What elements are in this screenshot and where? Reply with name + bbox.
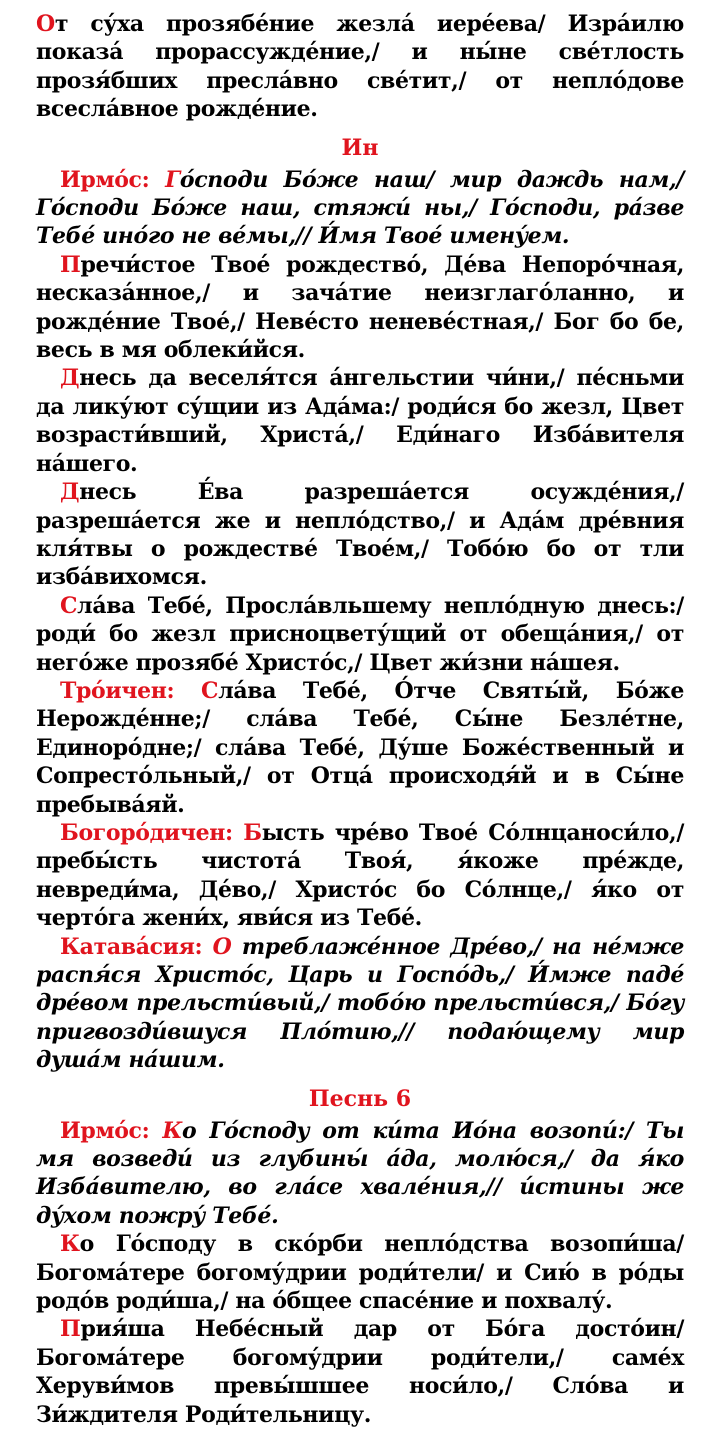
- section-heading-song-6: Песнь 6: [308, 1085, 412, 1112]
- drop-letter: П: [60, 251, 81, 278]
- irmos-label: Ирмо́с:: [60, 166, 150, 193]
- troparion-text: ла́ва Тебе́, Просла́вльшему непло́дную днесь:/ роди́ бо жезл присноцвету́щий от обеща́ния,/ от него́же прозябе́ Христо́с,/ Цвет жи́зни на́шея.: [36, 592, 684, 676]
- troparion-text: о Го́споду в ско́рби непло́дства возопи́ша/ Богома́тере богому́дрии роди́тели/ и Сию́ в ро́ды родо́в роди́ша,/ на о́бщее спасе́ние и похвалу́.: [36, 1231, 684, 1315]
- bogorodichen-paragraph: [36, 819, 684, 933]
- troparion-paragraph: [36, 251, 684, 365]
- drop-letter: К: [60, 1231, 80, 1258]
- drop-letter: Д: [60, 479, 80, 506]
- drop-letter: С: [201, 677, 219, 704]
- troichen-paragraph: [36, 677, 684, 819]
- irmos-text: о Го́споду от ки́та Ио́на возопи́:/ Ты мя возведи́ из глубины́ а́да, молю́ся,/ да я́ко Изба́вителю, во гла́се хвале́ния,// и́стины же ду́хом пожру́ Тебе́.: [36, 1117, 684, 1229]
- drop-letter: Г: [165, 166, 180, 193]
- drop-letter: К: [162, 1117, 183, 1144]
- katavasia-text: треблаже́нное Дре́во,/ на не́мже распя́ся Христо́с, Царь и Госпо́дь,/ И́мже паде́ дре́вом прельсти́вый,/ тобо́ю прельсти́вся,/ Бо́гу пригвозди́вшуся Пло́тию,// подаю́щему мир душа́м на́шим.: [36, 933, 684, 1074]
- irmos-paragraph: [36, 166, 684, 251]
- bogorodichen-text: ысть чре́во Твое́ Со́лнцаноси́ло,/ пребы́сть чистота́ Твоя́, я́коже пре́жде, невреди́ма, Де́во,/ Христо́с бо Со́лнце,/ я́ко от черто́га жени́х, яви́ся из Тебе́.: [36, 819, 684, 932]
- troparion-paragraph: [36, 478, 684, 592]
- troparion-text: рия́ша Небе́сный дар от Бо́га досто́ин/ Богома́тере богому́дрии роди́тели,/ саме́х Херуви́мов превы́шшее носи́ло,/ Сло́ва и Зи́ждителя Роди́тельницу.: [36, 1316, 684, 1428]
- troichen-text: ла́ва Тебе́, О́тче Святы́й, Бо́же Нерожде́нне;/ сла́ва Тебе́, Сы́не Безле́тне, Единоро́дне;/ сла́ва Тебе́, Ду́ше Боже́ственный и Сопресто́льный,/ от Отца́ происходя́й и в Сы́не пребыва́яй.: [36, 677, 684, 818]
- troparion-text: несь Е́ва разреша́ется осужде́ния,/ разреша́ется же и непло́дство,/ и Ада́м дре́вния кля́твы о рождестве́ Твое́м,/ Тобо́ю бо от тли изба́вихомся.: [36, 479, 684, 591]
- bogorodichen-label: Богоро́дичен:: [60, 819, 233, 846]
- drop-letter: П: [60, 1316, 81, 1343]
- drop-letter: О: [36, 11, 55, 37]
- troparion-paragraph: [36, 1230, 684, 1315]
- section-heading-in: Ин: [341, 134, 379, 161]
- troichen-label: Тро́ичен:: [60, 677, 175, 704]
- drop-letter: Б: [243, 819, 262, 846]
- troparion-paragraph: [36, 592, 684, 677]
- irmos-label: Ирмо́с:: [60, 1117, 150, 1144]
- troparion-paragraph: [36, 364, 684, 478]
- drop-letter: Д: [60, 365, 80, 392]
- drop-letter: С: [60, 592, 78, 619]
- verse-paragraph: [36, 10, 684, 124]
- katavasia-paragraph: [36, 933, 684, 1075]
- troparion-text: речи́стое Твое́ рождество́, Де́ва Непоро́чная, несказа́нное,/ и зача́тие неизглаго́ланно, и рожде́ние Твое́,/ Неве́сто неневе́стная,/ Бог бо бе, весь в мя облеки́йся.: [36, 251, 684, 364]
- irmos-paragraph: [36, 1117, 684, 1231]
- verse-text: т су́ха прозябе́ние жезла́ иере́ева/ Изра́илю показа́ прорассужде́ние,/ и ны́не све́тлость прозя́бших пресла́вно све́тит,/ от непло́дове всесла́вное рожде́ние.: [36, 11, 684, 123]
- troparion-paragraph: [36, 1315, 684, 1429]
- irmos-text: о́споди Бо́же наш/ мир даждь нам,/ Го́споди Бо́же наш, стяжи́ ны,/ Го́споди, ра́зве Тебе́ ино́го не ве́мы,// И́мя Твое́ имену́ем.: [36, 166, 684, 250]
- drop-letter: О: [212, 933, 232, 960]
- troparion-text: несь да веселя́тся а́нгельстии чи́ни,/ пе́сньми да лику́ют су́щии из Ада́ма:/ роди́ся бо жезл, Цвет возрасти́вший, Христа́,/ Еди́наго Изба́вителя на́шего.: [36, 365, 684, 477]
- katavasia-label: Катава́сия:: [60, 933, 203, 960]
